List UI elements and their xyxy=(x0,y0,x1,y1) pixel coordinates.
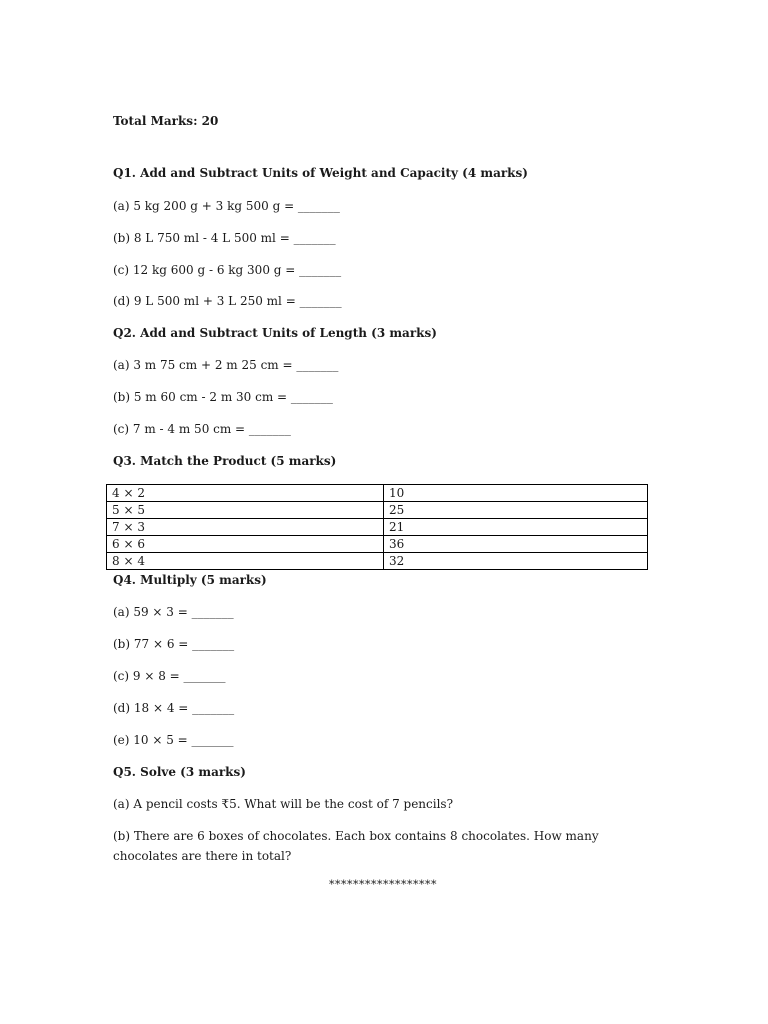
q4-item-e: (e) 10 × 5 = _______ xyxy=(113,733,234,747)
q5-title: Q5. Solve (3 marks) xyxy=(113,765,246,779)
q5-item-a: (a) A pencil costs ₹5. What will be the cost of 7 pencils? xyxy=(113,797,454,811)
answer-cell: 32 xyxy=(384,553,648,570)
product-cell: 7 × 3 xyxy=(107,519,384,536)
q4-item-c: (c) 9 × 8 = _______ xyxy=(113,669,226,683)
total-marks: Total Marks: 20 xyxy=(113,114,219,128)
match-table xyxy=(106,484,648,570)
table-row xyxy=(107,536,648,553)
q2-title: Q2. Add and Subtract Units of Length (3 marks) xyxy=(113,326,437,340)
q2-item-b: (b) 5 m 60 cm - 2 m 30 cm = _______ xyxy=(113,390,333,404)
table-row xyxy=(107,485,648,502)
answer-cell: 25 xyxy=(384,502,648,519)
q1-item-b: (b) 8 L 750 ml - 4 L 500 ml = _______ xyxy=(113,231,336,245)
q4-title: Q4. Multiply (5 marks) xyxy=(113,573,267,587)
q2-item-a: (a) 3 m 75 cm + 2 m 25 cm = _______ xyxy=(113,358,339,372)
product-cell: 4 × 2 xyxy=(107,485,384,502)
worksheet-page xyxy=(113,0,653,1024)
answer-cell: 10 xyxy=(384,485,648,502)
q1-item-c: (c) 12 kg 600 g - 6 kg 300 g = _______ xyxy=(113,263,342,277)
table-row xyxy=(107,502,648,519)
q1-item-a: (a) 5 kg 200 g + 3 kg 500 g = _______ xyxy=(113,199,340,213)
table-row xyxy=(107,553,648,570)
q2-item-c: (c) 7 m - 4 m 50 cm = _______ xyxy=(113,422,291,436)
q4-item-d: (d) 18 × 4 = _______ xyxy=(113,701,235,715)
q4-item-a: (a) 59 × 3 = _______ xyxy=(113,605,234,619)
answer-cell: 21 xyxy=(384,519,648,536)
answer-cell: 36 xyxy=(384,536,648,553)
q5-item-b: (b) There are 6 boxes of chocolates. Each box contains 8 chocolates. How many chocolates are there in total? xyxy=(113,829,599,863)
product-cell: 5 × 5 xyxy=(107,502,384,519)
table-row xyxy=(107,519,648,536)
q4-item-b: (b) 77 × 6 = _______ xyxy=(113,637,235,651)
product-cell: 6 × 6 xyxy=(107,536,384,553)
q1-title: Q1. Add and Subtract Units of Weight and Capacity (4 marks) xyxy=(113,166,528,180)
product-cell: 8 × 4 xyxy=(107,553,384,570)
q3-title: Q3. Match the Product (5 marks) xyxy=(113,454,337,468)
q1-item-d: (d) 9 L 500 ml + 3 L 250 ml = _______ xyxy=(113,294,342,308)
footer-divider: ****************** xyxy=(329,878,437,891)
